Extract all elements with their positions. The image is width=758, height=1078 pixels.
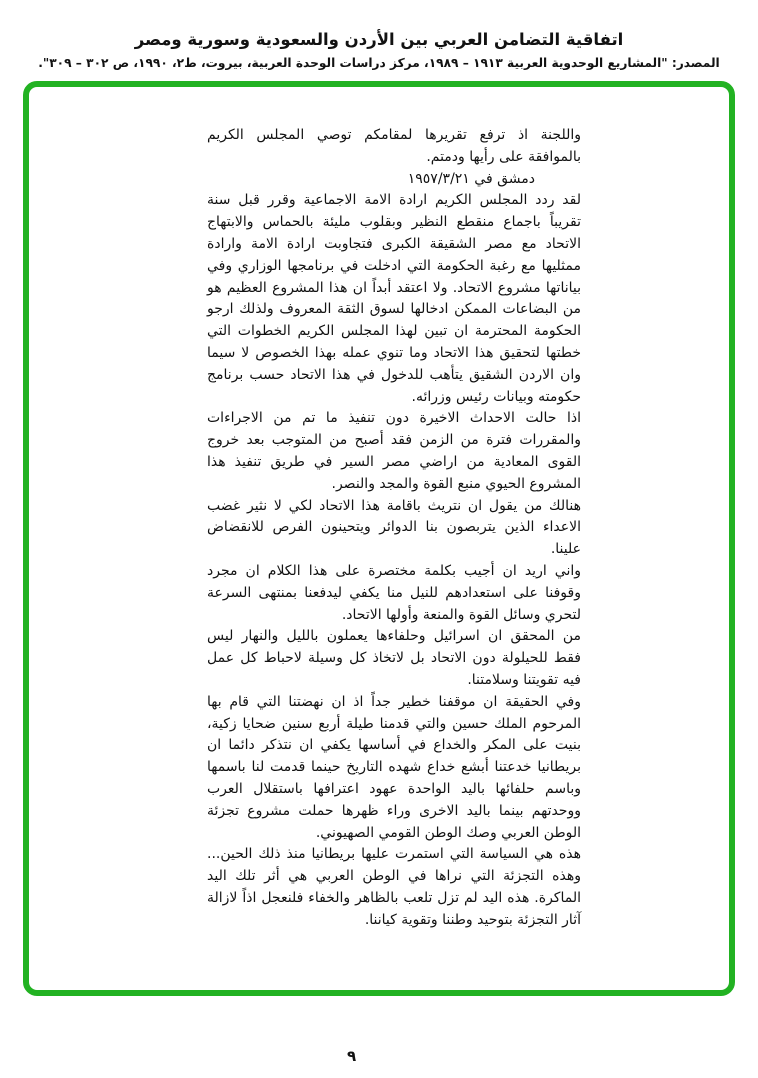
dateline: دمشق في ١٩٥٧/٣/٢١ [407,170,535,187]
text-frame [23,81,735,996]
closing-paragraph: واللجنة اذ ترفع تقريرها لمقامكم توصي المجلس الكريم بالموافقة على رأيها ودمتم. [207,127,581,165]
document-title: اتفاقية التضامن العربي بين الأردن والسعودية وسورية ومصر [134,30,624,49]
paragraph: لقد ردد المجلس الكريم ارادة الامة الاجماعية وقرر قبل سنة تقريباً باجماع منقطع النظير وبقلوب مليئة بالحماس والابتهاج الاتحاد مع مصر الشقيقة الكبرى فتجاوبت ارادة الامة وارادة ممثليها مع رغبة الحكومة التي ادخلت في برنامجها الوزاري وفي بياناتها مشروع الاتحاد. ولا اعتقد أبداً ان هذا المشروع العظيم هو من البضاعات الممكن ادخالها لسوق الثقة المعروف ولذلك ارجو الحكومة المحترمة ان تبين لهذا المجلس الكريم الخطوات التي خطتها لتحقيق هذا الاتحاد وما تنوي عمله بهذا الخصوص لا سيما وان الاردن الشقيق يتأهب للدخول في هذا الاتحاد حسب برنامج حكومته وبيانات رئيس وزرائه. [207,192,581,405]
paragraph: من المحقق ان اسرائيل وحلفاءها يعملون بالليل والنهار ليس فقط للحيلولة دون الاتحاد بل لاتخاذ كل وسيلة لاحباط كل عمل فيه تقويتنا وسلامتنا. [207,628,581,688]
paragraph: واني اريد ان أجيب بكلمة مختصرة على هذا الكلام ان مجرد وقوفنا على استعدادهم للنيل منا يكفي ليدفعنا بمنتهى السرعة لتحري وسائل القوة والمنعة وأولها الاتحاد. [207,562,581,623]
paragraph: اذا حالت الاحداث الاخيرة دون تنفيذ ما تم من الاجراءات والمقررات فترة من الزمن فقد أصبح من المتوجب بعد خروج القوى المعادية من اراضي مصر السير في طريق تنفيذ هذا المشروع الحيوي منبع القوة والمجد والنصر. [207,410,581,492]
paragraph: وفي الحقيقة ان موقفنا خطير جداً اذ ان نهضتنا التي قام بها المرحوم الملك حسين والتي قدمنا طيلة أربع سنين ضحايا زكية، بنيت على المكر والخداع في أساسها يكفي ان نتذكر دائما ان بريطانيا خدعتنا أبشع خداع شهده التاريخ حينما قدمت لنا باسمها وباسم حلفائها باليد الواحدة عهود اعترافها باستقلال العرب ووحدتهم بينما باليد الاخرى وراء ظهرها حملت مشروع تجزئة الوطن العربي وصك الوطن القومي الصهيوني. [207,693,581,841]
paragraph: هذه هي السياسة التي استمرت عليها بريطانيا منذ ذلك الحين... وهذه التجزئة التي نراها في الوطن العربي هي أثر تلك اليد الماكرة. هذه اليد لم تزل تلعب بالظاهر والخفاء فلنعجل اذاً لازالة آثار التجزئة بتوحيد وطننا وتقوية كياننا. [207,846,581,928]
source-citation: المصدر: "المشاريع الوحدوية العربية ١٩١٣ – ١٩٨٩، مركز دراسات الوحدة العربية، بيروت، ط٢، ١٩٩٠، ص ٣٠٢ – ٣٠٩". [38,56,720,70]
paragraph: هنالك من يقول ان نتريث باقامة هذا الاتحاد لكي لا نثير غضب الاعداء الذين يتربصون بنا الدوائر ويتحينون الفرص للانقضاض علينا. [207,497,581,558]
page-number: ٩ [347,1047,357,1065]
page-header [0,0,758,70]
document-body [207,190,581,931]
